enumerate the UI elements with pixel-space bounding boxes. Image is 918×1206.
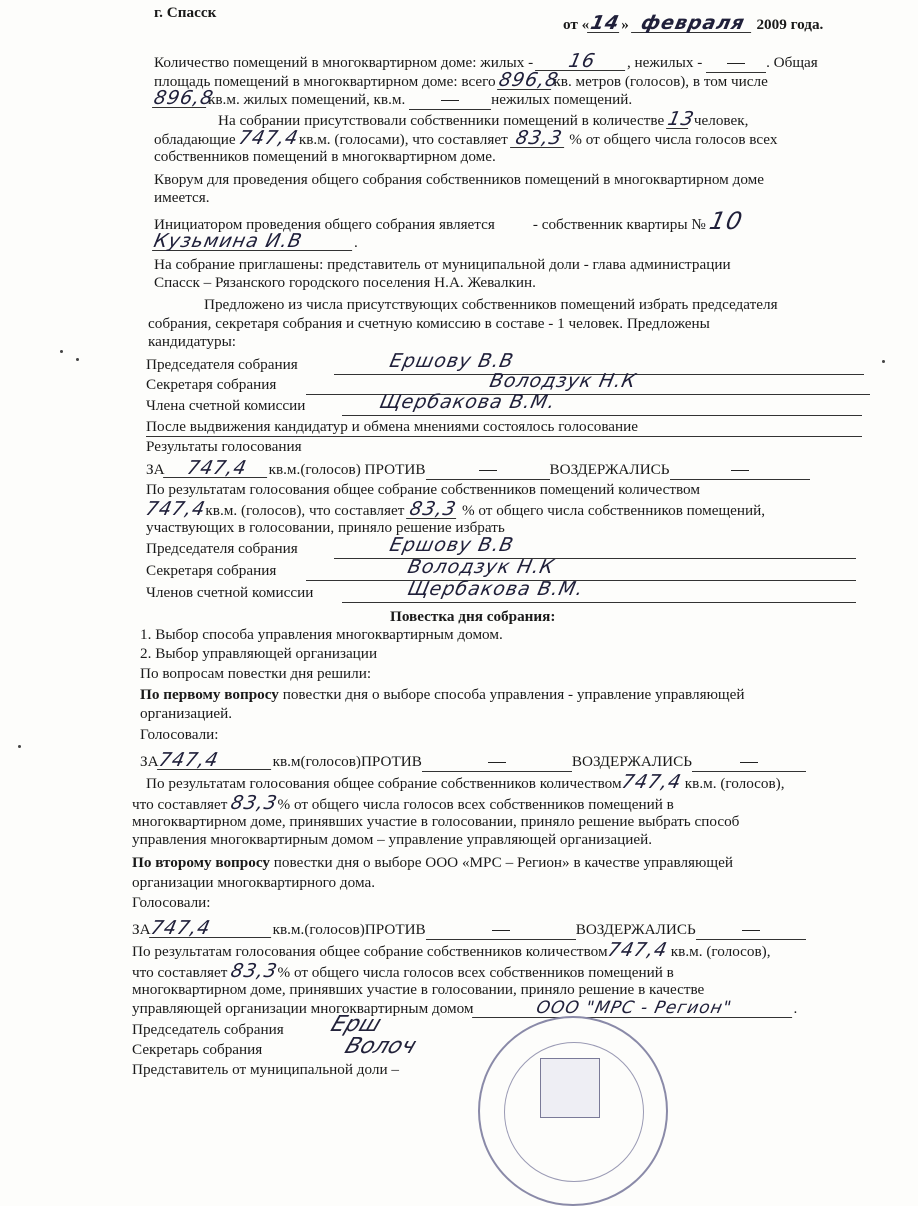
official-seal	[478, 1016, 668, 1206]
premises-line-3: 896,8кв.м. жилых помещений, кв.м. нежилых помещений.	[151, 87, 633, 109]
q2-za-value: 747,4	[149, 919, 275, 938]
attendance-percent: 83,3	[509, 129, 567, 148]
initiator-name: Кузьмина И.В	[152, 232, 356, 251]
elected-secretary-label: Секретаря собрания	[146, 562, 277, 579]
vote1-za-value: 747,4	[163, 459, 271, 478]
elected-counter-label: Членов счетной комиссии	[146, 584, 314, 601]
candidate-counter-label: Члена счетной комиссии	[146, 397, 306, 414]
chair-signature: Ерш	[327, 1012, 385, 1037]
vote1-result-value: 747,4	[143, 498, 208, 520]
q2-line-1: По второму вопросу повестки дня о выборе ООО «МРС – Регион» в качестве управляющей	[132, 854, 733, 871]
premises-line-2: площадь помещений в многоквартирном доме: всего 896,8кв. метров (голосов), в том числе	[154, 69, 768, 91]
seal-emblem-icon	[540, 1058, 600, 1118]
agenda-decided: По вопросам повестки дня решили:	[140, 665, 372, 682]
q1-result-value: 747,4	[619, 771, 684, 793]
q2-result-percent: 83,3	[228, 960, 280, 982]
candidate-chair-value: Ершову В.В	[387, 350, 517, 372]
city: г. Спасск	[154, 4, 217, 21]
agenda-item-1: 1. Выбор способа управления многоквартирным домом.	[140, 626, 503, 643]
q2-result-line-3: многоквартирном доме, принявших участие в голосовании, приняло решение в качестве	[132, 981, 705, 998]
invited-line-2: Спасск – Рязанского городского поселения Н.А. Жевалкин.	[154, 274, 536, 291]
q2-result-line-1: По результатам голосования общее собрание собственников количеством747,4 кв.м. (голосов),	[132, 939, 771, 961]
meeting-date: от «14» февраля 2009 года.	[563, 12, 824, 34]
residential-count: 16	[535, 52, 629, 71]
q1-line-2: организацией.	[140, 705, 233, 722]
elected-chair-label: Председателя собрания	[146, 540, 298, 557]
q2-org-value: ООО "МРС - Регион"	[472, 999, 796, 1018]
owners-count: 13	[665, 108, 697, 130]
proposal-line-1: Предложено из числа присутствующих собственников помещений избрать председателя	[204, 296, 778, 313]
vote1-results: Результаты голосования	[146, 438, 302, 455]
sign-rep-label: Представитель от муниципальной доли –	[132, 1061, 400, 1078]
vote1-after: После выдвижения кандидатур и обмена мнениями состоялось голосование	[146, 418, 639, 435]
quorum-line-1: Кворум для проведения общего собрания собственников помещений в многоквартирном доме	[154, 171, 764, 188]
q2-tally: ЗА747,4 кв.м.(голосов)ПРОТИВ ВОЗДЕРЖАЛИСЬ	[132, 919, 806, 940]
invited-line-1: На собрание приглашены: представитель от муниципальной доли - глава администрации	[154, 256, 731, 273]
vote1-result-line-2: 747,4кв.м. (голосов), что составляет 83,3 % от общего числа собственников помещений,	[143, 498, 766, 520]
sign-chair-label: Председатель собрания	[132, 1021, 284, 1038]
vote1-tally: ЗА 747,4 кв.м.(голосов) ПРОТИВ ВОЗДЕРЖАЛИСЬ	[146, 459, 810, 480]
attendance-line-3: собственников помещений в многоквартирном доме.	[154, 148, 496, 165]
secretary-signature: Волоч	[341, 1034, 420, 1059]
candidate-chair-label: Председателя собрания	[146, 356, 298, 373]
q1-za-value: 747,4	[157, 751, 275, 770]
vote1-result-line-3: участвующих в голосовании, приняло решение избрать	[146, 519, 505, 536]
q1-result-line-3: многоквартирном доме, принявших участие в голосовании, приняло решение выбрать способ	[132, 813, 740, 830]
attendance-area: 747,4	[237, 127, 302, 149]
vote1-result-percent: 83,3	[407, 498, 459, 520]
apartment-number: 10	[706, 207, 746, 235]
q2-voted: Голосовали:	[132, 894, 211, 911]
q2-result-line-4: управляющей организации многоквартирным домом ООО "МРС - Регион" .	[132, 998, 798, 1018]
proposal-line-2: собрания, секретаря собрания и счетную комиссию в составе - 1 человек. Предложены	[148, 315, 710, 332]
q2-result-line-2: что составляет 83,3% от общего числа голосов всех собственников помещений в	[132, 960, 674, 982]
date-month: февраля	[631, 14, 755, 33]
q1-result-line-1: По результатам голосования общее собрание собственников количеством747,4 кв.м. (голосов),	[146, 771, 785, 793]
elected-secretary-value: Володзук Н.К	[405, 556, 557, 578]
q1-result-line-4: управления многоквартирным домом – управление управляющей организацией.	[132, 831, 652, 848]
initiator-name-line: Кузьмина И.В .	[151, 230, 358, 252]
vote1-result-line-1: По результатам голосования общее собрание собственников помещений количеством	[146, 481, 700, 498]
sign-secretary-label: Секретарь собрания	[132, 1041, 263, 1058]
q1-line-1: По первому вопросу повестки дня о выборе способа управления - управление управляющей	[140, 686, 745, 703]
q1-result-percent: 83,3	[228, 792, 280, 814]
residential-area: 896,8	[151, 87, 216, 109]
attendance-line-1: На собрании присутствовали собственники помещений в количестве 13 человек,	[218, 108, 749, 130]
q2-result-value: 747,4	[605, 939, 670, 961]
candidate-counter-value: Щербакова В.М.	[377, 391, 558, 413]
q2-line-2: организации многоквартирного дома.	[132, 874, 375, 891]
q1-voted: Голосовали:	[140, 726, 219, 743]
candidate-secretary-value: Володзук Н.К	[487, 370, 639, 392]
q1-result-line-2: что составляет 83,3% от общего числа голосов всех собственников помещений в	[132, 792, 674, 814]
elected-counter-value: Щербакова В.М.	[405, 578, 586, 600]
proposal-line-3: кандидатуры:	[148, 333, 236, 350]
total-area: 896,8	[497, 69, 562, 91]
q1-tally: ЗА747,4 кв.м(голосов)ПРОТИВ ВОЗДЕРЖАЛИСЬ	[140, 751, 806, 772]
agenda-title: Повестка дня собрания:	[390, 608, 556, 625]
agenda-item-2: 2. Выбор управляющей организации	[140, 645, 378, 662]
premises-line-1: Количество помещений в многоквартирном доме: жилых - 16 , нежилых - . Общая	[154, 50, 818, 72]
candidate-secretary-label: Секретаря собрания	[146, 376, 277, 393]
attendance-line-2: обладающие 747,4кв.м. (голосами), что составляет 83,3 % от общего числа голосов всех	[154, 127, 778, 149]
elected-chair-value: Ершову В.В	[387, 534, 517, 556]
quorum-line-2: имеется.	[154, 189, 210, 206]
initiator-line: Инициатором проведения общего собрания является - собственник квартиры № 10	[154, 207, 746, 235]
date-day: 14	[588, 12, 622, 34]
